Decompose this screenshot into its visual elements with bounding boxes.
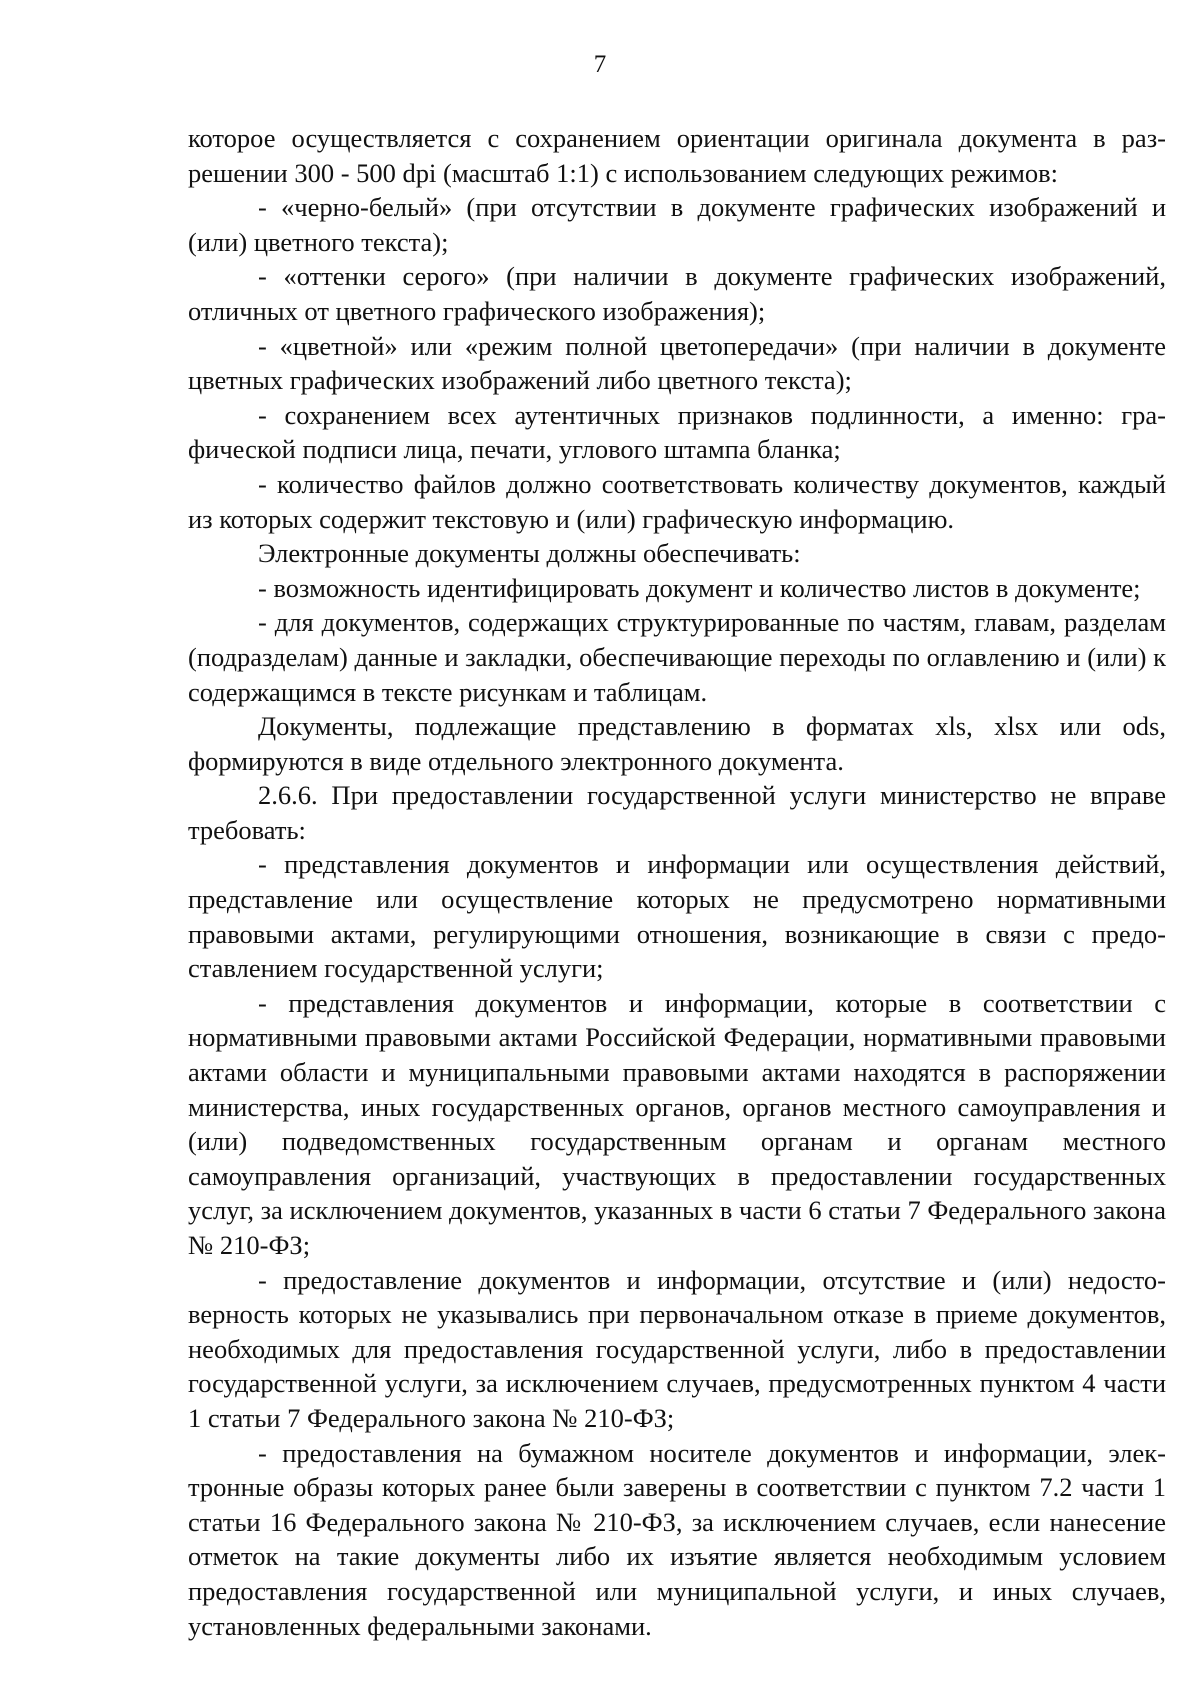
paragraph: - сохранением всех аутентичных признаков подлинности, а именно: графической подписи лица, печати, углового штампа бланка; (188, 399, 1166, 465)
paragraph: - «цветной» или «режим полной цветопередачи» (при наличии в документе цветных графических изображений либо цветного текста); (188, 330, 1166, 396)
paragraph: - «оттенки серого» (при наличии в документе графических изображений, отличных от цветного графического изображения); (188, 261, 1166, 326)
paragraph: - предоставления на бумажном носителе документов и информации, электронные образы которых ранее были заверены в соответствии с пунктом 7.2 части 1 статьи 16 Федерального закона № 210-ФЗ, за исключением случаев, если нанесение отметок на такие документы либо их изъятие является необходимым условием предоставления государственной или муниципальной услуги, и иных случаев, установленных федеральными законами. (188, 1437, 1166, 1641)
paragraph: - представления документов и информации, которые в соответствии с нормативными правовыми актами Российской Федерации, нормативными правовыми актами области и муниципальными правовыми актами находятся в распоряжении министерства, иных государственных органов, органов местного самоуправления и (или) подведомственных государственным органам и органам местного самоуправления организаций, участвующих в предоставлении государственных услуг, за исключением документов, указанных в части 6 статьи 7 Федерального закона № 210-ФЗ; (188, 987, 1166, 1260)
paragraph: - для документов, содержащих структурированные по частям, главам, разделам (подразделам) данные и закладки, обеспечивающие переходы по оглавлению и (или) к содержащимся в тексте рисункам и таблицам. (188, 607, 1166, 707)
paragraph: - количество файлов должно соответствовать количеству документов, каждый из которых содержит текстовую и (или) графическую информацию. (188, 468, 1166, 534)
paragraph: - «черно-белый» (при отсутствии в документе графических изображений и (или) цветного текста); (188, 192, 1166, 257)
paragraph: - представления документов и информации или осуществления действий, представление или осуществление которых не предусмотрено нормативными правовыми актами, регулирующими отношения, возникающие в связи с предоставлением государственной услуги; (188, 849, 1166, 984)
paragraph: которое осуществляется с сохранением ориентации оригинала документа в разрешении 300 - 500 dpi (масштаб 1:1) с использованием следующих режимов: (188, 123, 1166, 188)
paragraph: - возможность идентифицировать документ и количество листов в документе; (258, 572, 1141, 603)
paragraph: Документы, подлежащие представлению в форматах xls, xlsx или ods, формируются в виде отдельного электронного документа. (188, 711, 1166, 776)
page-number: 7 (593, 51, 607, 78)
paragraph: - предоставление документов и информации, отсутствие и (или) недостоверность которых не указывались при первоначальном отказе в приеме документов, необходимых для предоставления государственной услуги, либо в предоставлении государственной услуги, за исключением случаев, предусмотренных пунктом 4 части 1 статьи 7 Федерального закона № 210-ФЗ; (188, 1264, 1166, 1433)
paragraph: Электронные документы должны обеспечивать: (258, 538, 801, 569)
paragraph: 2.6.6. При предоставлении государственной услуги министерство не вправе требовать: (188, 780, 1166, 845)
body-text (188, 121, 1166, 1643)
